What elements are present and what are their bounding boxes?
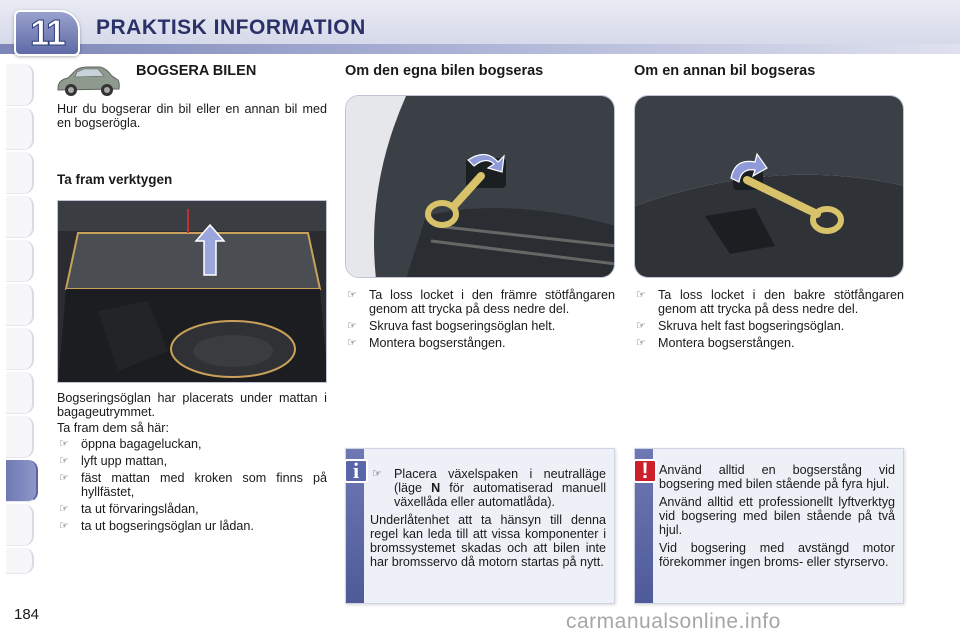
chapter-number: 11 — [29, 12, 65, 53]
list-item: ☞ Ta loss locket i den främre stötfångaren genom att trycka på dess nedre del. — [347, 288, 615, 316]
steps-list-right — [634, 288, 904, 353]
side-tab-7[interactable] — [6, 328, 34, 370]
trunk-photo — [57, 200, 327, 383]
list-item: ☞ Ta loss locket i den bakre stötfångaren genom att trycka på dess nedre del. — [636, 288, 904, 316]
other-car-heading: Om en annan bil bogseras — [634, 63, 816, 79]
side-tab-2[interactable] — [6, 108, 34, 150]
own-car-heading: Om den egna bilen bogseras — [345, 63, 544, 79]
list-item: ☞ öppna bagageluckan, — [59, 437, 202, 451]
info-box-list — [370, 467, 606, 509]
warning-icon: ! — [633, 459, 657, 483]
page-number: 184 — [14, 606, 40, 623]
side-tab-5[interactable] — [6, 240, 34, 282]
pointer-icon: ☞ — [636, 289, 646, 301]
warning-box — [634, 448, 904, 604]
pointer-icon: ☞ — [347, 320, 357, 332]
list-item: ☞ fäst mattan med kroken som finns på hyllfästet, — [59, 471, 327, 499]
car-icon — [54, 64, 122, 98]
info-box-body — [370, 467, 606, 573]
rear-bumper-photo — [634, 95, 904, 278]
pointer-icon: ☞ — [59, 520, 69, 532]
placed-text: Bogseringsöglan har placerats under mattan i bagageutrymmet. — [57, 391, 327, 419]
pointer-icon: ☞ — [636, 337, 646, 349]
pointer-icon: ☞ — [59, 472, 69, 484]
warning-box-body — [659, 463, 895, 573]
pointer-icon: ☞ — [347, 337, 357, 349]
chapter-side-tabs — [0, 64, 38, 574]
side-tab-4[interactable] — [6, 196, 34, 238]
steps-list-middle — [345, 288, 615, 353]
list-item: ☞ Skruva fast bogseringsöglan helt. — [347, 319, 556, 333]
side-tab-6[interactable] — [6, 284, 34, 326]
list-item: ☞ Skruva helt fast bogseringsöglan. — [636, 319, 845, 333]
pointer-icon: ☞ — [636, 320, 646, 332]
pointer-icon: ☞ — [59, 503, 69, 515]
watermark: carmanualsonline.info — [566, 610, 781, 633]
front-bumper-photo — [345, 95, 615, 278]
pointer-icon: ☞ — [59, 455, 69, 467]
list-item: ☞ lyft upp mattan, — [59, 454, 168, 468]
tools-heading: Ta fram verktygen — [57, 172, 173, 187]
side-tab-11-active[interactable] — [6, 460, 38, 502]
pointer-icon: ☞ — [372, 468, 382, 480]
side-tab-8[interactable] — [6, 372, 34, 414]
side-tab-3[interactable] — [6, 152, 34, 194]
pointer-icon: ☞ — [347, 289, 357, 301]
side-tab-1[interactable] — [6, 64, 34, 106]
side-tab-12[interactable] — [6, 504, 34, 546]
info-box-text: Underlåtenhet att ta hänsyn till denna regel kan leda till att vissa komponenter i bromssystemet skadas och att bilen inte har bromsservo då motorn startas på nytt. — [370, 513, 606, 569]
how-text: Ta fram dem så här: — [57, 421, 169, 435]
list-item: ☞ ta ut förvaringslådan, — [59, 502, 199, 516]
warning-paragraph: Vid bogsering med avstängd motor förekommer ingen broms- eller styrservo. — [659, 541, 895, 569]
page-title: PRAKTISK INFORMATION — [96, 16, 366, 39]
header-stripe — [0, 44, 960, 54]
intro-text: Hur du bogserar din bil eller en annan bil med en bogserögla. — [57, 102, 327, 130]
side-tab-9[interactable] — [6, 416, 34, 458]
pointer-icon: ☞ — [59, 438, 69, 450]
list-item: ☞ ta ut bogseringsöglan ur lådan. — [59, 519, 254, 533]
gear-position-n: N — [431, 481, 441, 495]
steps-list-left — [57, 437, 327, 536]
info-icon: i — [344, 459, 368, 483]
side-tab-13[interactable] — [6, 548, 34, 574]
warning-paragraph: Använd alltid en bogserstång vid bogsering med bilen stående på fyra hjul. — [659, 463, 895, 491]
list-item: ☞ Placera växelspaken i neutralläge (läge N för automatiserad manuell växellåda eller automatlåda). — [372, 467, 606, 509]
list-item: ☞ Montera bogserstången. — [347, 336, 506, 350]
warning-paragraph: Använd alltid ett professionellt lyftverktyg vid bogsering med bilen stående på två hjul. — [659, 495, 895, 537]
list-item: ☞ Montera bogserstången. — [636, 336, 795, 350]
section-title: BOGSERA BILEN — [136, 63, 257, 79]
info-box — [345, 448, 615, 604]
